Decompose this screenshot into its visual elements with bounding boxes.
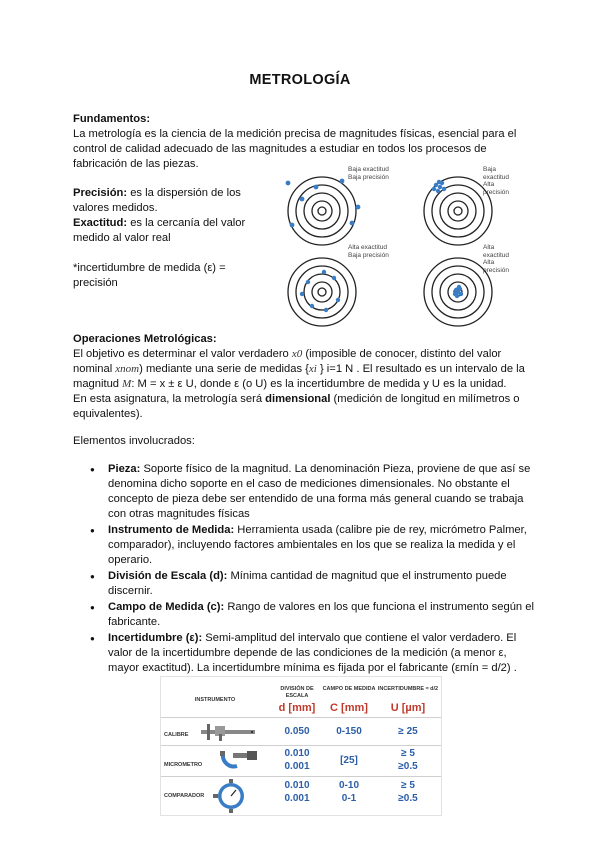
dial-indicator-icon bbox=[211, 779, 251, 813]
unit-c: C [mm] bbox=[330, 702, 368, 714]
list-item: ● Incertidumbre (ε): Semi-amplitud del intervalo que contiene el valor verdadero. El valor de la incertidumbre depende de las condiciones de la medición (a menor ε, mayor exactitud). La incertidumbre mínima es fijada por el fabricante (εmín = d/2) . bbox=[90, 631, 540, 676]
exactitud-definition bbox=[73, 216, 273, 246]
header-campo: CAMPO DE MEDIDA bbox=[322, 686, 376, 692]
target-caption-3: Alta exactitud Baja precisión bbox=[348, 244, 389, 259]
accuracy-precision-figure bbox=[278, 164, 518, 334]
target-high-accuracy-high-precision bbox=[424, 258, 492, 326]
operaciones-paragraph-2: En esta asignatura, la metrología será dimensional (medición de longitud en milímetros o equivalentes). bbox=[73, 393, 520, 420]
calibre-d: 0.050 bbox=[284, 726, 310, 737]
target-caption-2: Baja exactitud Alta precisión bbox=[483, 166, 510, 196]
fundamentos-heading: Fundamentos: bbox=[73, 113, 151, 125]
targets-svg bbox=[278, 164, 518, 334]
micrometer-icon bbox=[217, 748, 263, 772]
page-title: METROLOGÍA bbox=[249, 72, 351, 88]
target-caption-4: Alta exactitud Alta precisión bbox=[483, 244, 510, 274]
list-item: ● Pieza: Soporte físico de la magnitud. La denominación Pieza, proviene de que así se denomina dicho soporte en el caso de mediciones dimensionales. No obstante el concepto de pieza debe ser entendido de una forma más general cuando se trabaja con otras magnitudes físicas bbox=[90, 462, 540, 522]
precision-text: es la dispersión de los valores medidos. bbox=[73, 187, 241, 214]
row-label-calibre: CALIBRE bbox=[164, 732, 189, 738]
row-label-micrometro: MICROMETRO bbox=[164, 762, 203, 768]
target-caption-1: Baja exactitud Baja precisión bbox=[348, 166, 389, 181]
exactitud-term: Exactitud: bbox=[73, 217, 128, 229]
unit-u: U [µm] bbox=[390, 702, 426, 714]
instruments-table bbox=[160, 676, 442, 816]
calibre-c: 0-150 bbox=[336, 726, 362, 737]
operaciones-section bbox=[73, 332, 528, 422]
comparador-c: 0-10 0-1 bbox=[338, 780, 359, 804]
precision-definition bbox=[73, 186, 273, 216]
list-item: ● Instrumento de Medida: Herramienta usada (calibre pie de rey, micrómetro Palmer, comparador), incluyendo factores ambientales en los que se realiza la medida y el operario. bbox=[90, 523, 540, 568]
incertidumbre-note: *incertidumbre de medida (ε) = precisión bbox=[73, 262, 226, 289]
unit-d: d [mm] bbox=[278, 702, 316, 714]
calibre-u: ≥ 25 bbox=[398, 726, 418, 737]
target-low-accuracy-low-precision bbox=[286, 177, 361, 245]
definitions-section bbox=[73, 186, 273, 291]
exactitud-text: es la cercanía del valor medido al valor real bbox=[73, 217, 246, 244]
list-item: ● Campo de Medida (c): Rango de valores en los que funciona el instrumento según el fabricante. bbox=[90, 600, 540, 630]
precision-term: Precisión: bbox=[73, 187, 128, 199]
elementos-list bbox=[90, 462, 540, 677]
row-label-comparador: COMPARADOR bbox=[164, 793, 205, 799]
header-instrumento: INSTRUMENTO bbox=[194, 697, 236, 703]
elementos-heading: Elementos involucrados: bbox=[73, 435, 195, 447]
header-incertidumbre: INCERTIDUMBRE ≈ d/2 bbox=[377, 686, 439, 692]
comparador-d: 0.010 0.001 bbox=[284, 780, 310, 804]
caliper-icon bbox=[199, 721, 259, 743]
fundamentos-text: La metrología es la ciencia de la medición precisa de magnitudes físicas, esencial para el control de calidad adecuado de las magnitudes a estudiar en todos los procesos de fabricación de las piezas. bbox=[73, 128, 517, 170]
micrometro-c: [25] bbox=[340, 755, 358, 766]
operaciones-heading: Operaciones Metrológicas: bbox=[73, 333, 217, 345]
comparador-u: ≥ 5 ≥0.5 bbox=[398, 780, 418, 804]
operaciones-paragraph-1: El objetivo es determinar el valor verdadero x0 (imposible de conocer, distinto del valor nominal xnom) mediante una serie de medidas {xi } i=1 N . El resultado es un intervalo de la magnitud M: M = x ± ε U, donde ε (o U) es la incertidumbre de medida y U es la unidad. bbox=[73, 348, 525, 390]
header-division: DIVISIÓN DE ESCALA bbox=[280, 686, 314, 699]
target-low-accuracy-high-precision bbox=[424, 177, 492, 245]
fundamentos-section bbox=[73, 112, 523, 172]
micrometro-u: ≥ 5 ≥0.5 bbox=[398, 748, 418, 772]
list-item: ● División de Escala (d): Mínima cantidad de magnitud que el instrumento puede discernir. bbox=[90, 569, 540, 599]
micrometro-d: 0.010 0.001 bbox=[284, 748, 310, 772]
target-high-accuracy-low-precision bbox=[288, 258, 356, 326]
